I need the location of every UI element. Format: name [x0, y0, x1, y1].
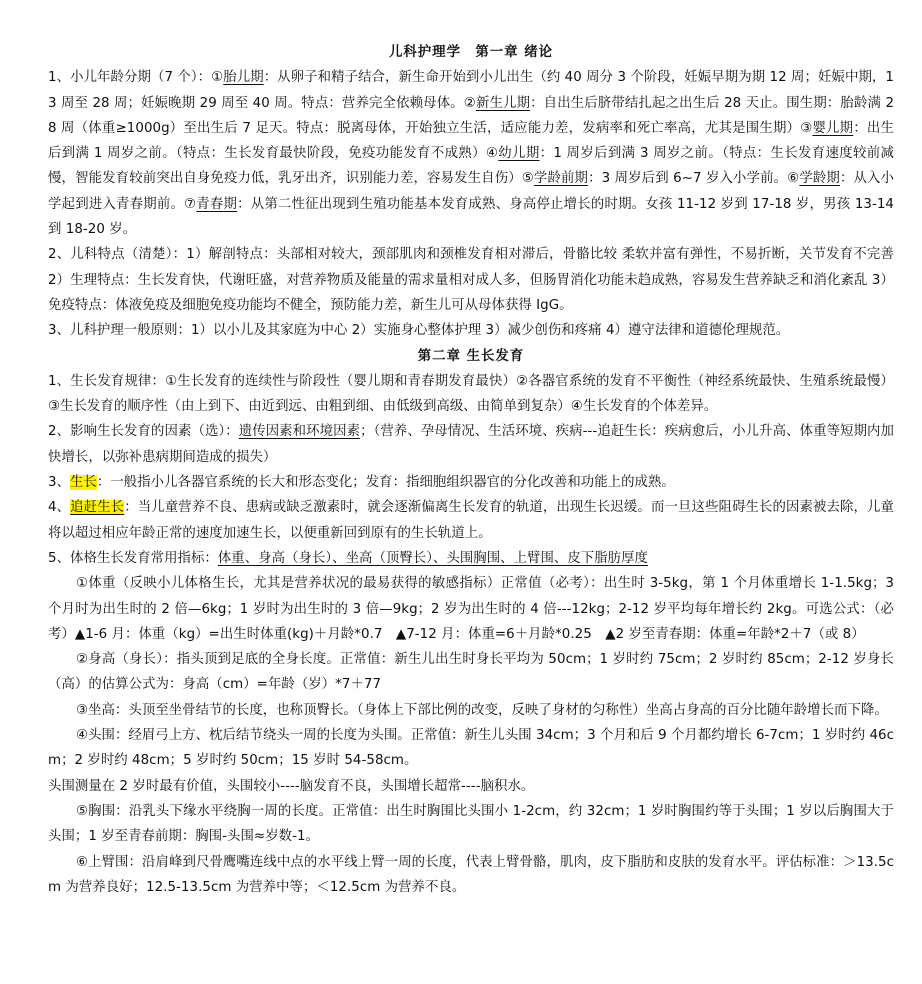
chapter-1-title: 儿科护理学 第一章 绪论	[389, 45, 553, 60]
ch1-paragraph-nursing-principles: 3、儿科护理一般原则：1）以小儿及其家庭为中心 2）实施身心整体护理 3）减少创伤和疼痛 4）遵守法律和道德伦理规范。	[48, 323, 790, 339]
text-run: ：当儿童营养不良、患病或缺乏激素时，就会逐渐偏离生长发育的轨道，出现生长迟缓。而一旦这些阻碍生长的因素被去除，儿童将以超过相应年龄正常的速度加速生长，以便重新回到原有的生长轨道上。	[48, 500, 894, 541]
text-run: ：出生后到满 1 周岁之前。（特点：生长发育最快阶段，免疫功能发育不成熟）④	[48, 120, 894, 162]
ch2-paragraph-growth-definition	[48, 470, 894, 495]
highlight-growth: 生长	[70, 475, 97, 491]
chapter-2-title: 第二章 生长发育	[417, 348, 525, 364]
ch2-item-sitting-height: ③坐高：头顶至坐骨结节的长度，也称顶臀长。（身体上下部比例的改变，反映了身材的匀称性）坐高占身高的百分比随年龄增长而下降。	[76, 702, 888, 718]
ch2-paragraph-growth-rules: 1、生长发育规律：①生长发育的连续性与阶段性（婴儿期和青春期发育最快）②各器官系统的发育不平衡性（神经系统最快、生殖系统最慢）③生长发育的顺序性（由上到下、由近到远、由粗到细、由低级到高级、由简单到复杂）④生长发育的个体差异。	[48, 373, 894, 415]
text-run: 5、体格生长发育常用指标：	[48, 550, 218, 566]
ch1-paragraph-age-stages	[48, 65, 894, 242]
term-infancy: 婴儿期	[812, 120, 854, 136]
text-run: 2、影响生长发育的因素（选）：	[48, 424, 239, 440]
ch2-item-height: ②身高（身长）：指头顶到足底的全身长度。正常值：新生儿出生时身长平均为 50cm；1 岁时约 75cm；2 岁时约 85cm；2-12 岁身长（高）的估算公式为：身高（cm）=年龄（岁）*7＋77	[48, 652, 894, 693]
ch2-item-head-circumference: ④头围：经眉弓上方、枕后结节绕头一周的长度为头围。正常值：新生儿头围 34cm；3 个月和后 9 个月都约增长 6-7cm；1 岁时约 46cm；2 岁时约 48cm；5 岁时约 50cm；15 岁时 54-58cm。	[48, 728, 894, 769]
text-run: ：3 周岁后到 6~7 岁入小学前。⑥	[588, 171, 800, 187]
text-run: 4、	[48, 500, 71, 516]
term-genetic-environment: 遗传因素和环境因素	[238, 424, 361, 440]
ch2-item-upper-arm: ⑥上臂围：沿肩峰到尺骨鹰嘴连线中点的水平线上臂一周的长度，代表上臂骨骼，肌肉，皮下脂肪和皮肤的发育水平。评估标准：＞13.5cm 为营养良好；12.5-13.5cm 为营养中等；＜12.5cm 为营养不良。	[48, 854, 894, 895]
document-page	[48, 40, 894, 900]
ch2-paragraph-catch-up-growth	[48, 495, 894, 546]
ch2-head-circumference-note: 头围测量在 2 岁时最有价值，头围较小----脑发育不良，头围增长超常----脑积水。	[48, 778, 535, 794]
ch1-paragraph-pediatric-features: 2、儿科特点（清楚）：1）解剖特点：头部相对较大，颈部肌肉和颈椎发育相对滞后，骨骼比较 柔软并富有弹性，不易折断，关节发育不完善 2）生理特点：生长发育快，代谢旺盛，对营养物质及能量的需求量相对成人多，但肠胃消化功能未趋成熟，容易发生营养缺乏和消化紊乱 3）免疫特点：体液免疫及细胞免疫功能均不健全，预防能力差，新生儿可从母体获得 IgG。	[48, 247, 894, 313]
text-run: 3、	[48, 475, 71, 491]
ch2-paragraph-growth-factors	[48, 419, 894, 470]
term-indicator-list: 体重、身高（身长）、坐高（顶臀长）、头围胸围、上臂围、皮下脂肪厚度	[217, 550, 648, 566]
text-run: ：从卵子和精子结合，新生命开始到小儿出生（约 40 周分 3 个阶段，妊娠早期为期 12 周；妊娠中期，13 周至 28 周；妊娠晚期 29 周至 40 周。特点：营养完全依赖母体。②	[48, 70, 894, 111]
ch2-item-chest-circumference: ⑤胸围：沿乳头下缘水平绕胸一周的长度。正常值：出生时胸围比头围小 1-2cm，约 32cm；1 岁时胸围约等于头围；1 岁以后胸围大于头围；1 岁至青春前期：胸围-头围≈岁数-1。	[48, 803, 894, 845]
term-toddler-period: 幼儿期	[498, 146, 540, 162]
text-run: ：自出生后脐带结扎起之出生后 28 天止。围生期：胎龄满 28 周（体重≥1000g）至出生后 7 足天。特点：脱离母体，开始独立生活，适应能力差，发病率和死亡率高，尤其是围生期）③	[48, 95, 895, 136]
text-run: ：一般指小儿各器官系统的长大和形态变化；发育：指细胞组织器官的分化改善和功能上的成熟。	[96, 475, 675, 491]
ch2-paragraph-physical-indicators	[48, 546, 894, 571]
text-run: ：从入小学起到进入青春期前。⑦	[48, 171, 894, 212]
highlight-catch-up-growth: 追赶生长	[70, 500, 125, 516]
text-run: ：1 周岁后到满 3 周岁之前。（特点：生长发育速度较前减慢，智能发育较前突出自身免疫力低，乳牙出齐，识别能力差，容易发生自伤）⑤	[48, 146, 894, 187]
ch2-item-weight: ①体重（反映小儿体格生长，尤其是营养状况的最易获得的敏感指标）正常值（必考）：出生时 3-5kg，第 1 个月体重增长 1-1.5kg；3 个月时为出生时的 2 倍—6kg；1 岁时为出生时的 3 倍—9kg；2 岁为出生时的 4 倍---12kg；2-12 岁平均每年增长约 2kg。可选公式：（必考）▲1-6 月：体重（kg）=出生时体重(kg)＋月龄*0.7 ▲7-12 月：体重=6＋月龄*0.25 ▲2 岁至青春期：体重=年龄*2＋7（或 8）	[48, 576, 894, 642]
term-preschool-period: 学龄前期	[533, 171, 589, 187]
text-run: ；（营养、孕母情况、生活环境、疾病---追赶生长：疾病愈后，小儿升高、体重等短期内加快增长，以弥补患病期间造成的损失）	[48, 424, 894, 465]
term-neonatal-period: 新生儿期	[475, 95, 531, 111]
text-run: ：从第二性征出现到生殖功能基本发育成熟、身高停止增长的时期。女孩 11-12 岁到 17-18 岁，男孩 13-14 到 18-20 岁。	[48, 196, 894, 238]
term-fetal-period: 胎儿期	[223, 70, 264, 86]
term-school-age: 学龄期	[799, 171, 840, 187]
term-adolescence: 青春期	[196, 196, 238, 212]
text-run: 1、小儿年龄分期（7 个）：①	[48, 70, 224, 86]
